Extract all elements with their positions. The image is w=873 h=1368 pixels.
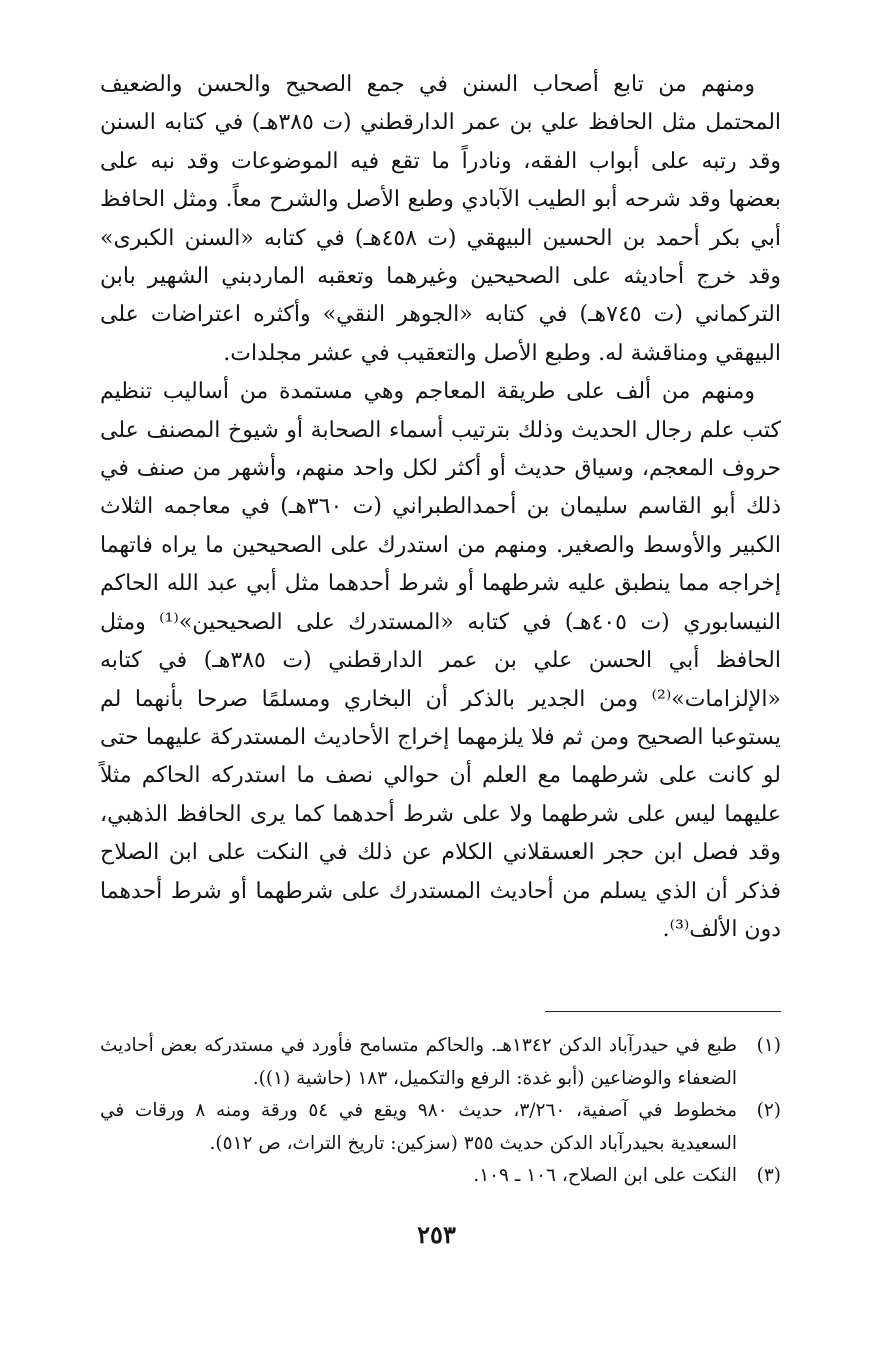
footnote-divider — [545, 1011, 781, 1012]
footnote-number: (٢) — [756, 1100, 781, 1121]
page-number: ٢٥٣ — [417, 1220, 456, 1249]
paragraph: ومنهم من ألف على طريقة المعاجم وهي مستمدة من أساليب تنظيم كتب علم رجال الحديث وذلك بترتيب أسماء الصحابة أو شيوخ المصنف على حروف المعجم، وسياق حديث أو أكثر لكل واحد منهم، وأشهر من صنف في ذلك أبو القاسم سليمان بن أحمدالطبراني (ت ٣٦٠هـ) في معاجمه الثلاث الكبير والأوسط والصغير. ومنهم من استدرك على الصحيحين ما يراه فاتهما إخراجه مما ينطبق عليه شرطهما أو شرط أحدهما مثل أبي عبد الله الحاكم النيسابوري (ت ٤٠٥هـ) في كتابه «المستدرك على الصحيحين»⁽¹⁾ ومثل الحافظ أبي الحسن علي بن عمر الدارقطني (ت ٣٨٥هـ) في كتابه «الإلزامات»⁽²⁾ ومن الجدير بالذكر أن البخاري ومسلمًا صرحا بأنهما لم يستوعبا الصحيح ومن ثم فلا يلزمهما إخراج الأحاديث المستدركة عليهما حتى لو كانت على شرطهما مع العلم أن حوالي نصف ما استدركه الحاكم مثلاً عليهما ليس على شرطهما ولا على شرط أحدهما كما يرى الحافظ الذهبي، وقد فصل ابن حجر العسقلاني الكلام عن ذلك في النكت على ابن الصلاح فذكر أن الذي يسلم من أحاديث المستدرك على شرطهما أو شرط أحدهما دون الألف⁽³⁾. — [100, 379, 781, 942]
footnote-text: مخطوط في آصفية، ٣/٢٦٠، حديث ٩٨٠ ويقع في ٥٤ ورقة ومنه ٨ ورقات في السعيدية بحيدرآباد الدكن حديث ٣٥٥ (سزكين: تاريخ التراث، ص ٥١٢). — [100, 1100, 737, 1154]
footnote-item — [100, 1160, 781, 1193]
footnotes — [100, 1030, 781, 1193]
paragraph: ومنهم من تابع أصحاب السنن في جمع الصحيح والحسن والضعيف المحتمل مثل الحافظ علي بن عمر الدارقطني (ت ٣٨٥هـ) في كتابه السنن وقد رتبه على أبواب الفقه، ونادراً ما تقع فيه الموضوعات وقد نبه على بعضها وقد شرحه أبو الطيب الآبادي وطبع الأصل والشرح معاً. ومثل الحافظ أبي بكر أحمد بن الحسين البيهقي (ت ٤٥٨هـ) في كتابه «السنن الكبرى» وقد خرج أحاديثه على الصحيحين وغيرهما وتعقبه الماردبني الشهير بابن التركماني (ت ٧٤٥هـ) في كتابه «الجوهر النقي» وأكثره اعتراضات على البيهقي ومناقشة له. وطبع الأصل والتعقيب في عشر مجلدات. — [100, 72, 782, 366]
footnote-text: النكت على ابن الصلاح، ١٠٦ ـ ١٠٩. — [473, 1165, 737, 1186]
footnote-item — [100, 1030, 781, 1095]
footnote-number: (٣) — [756, 1165, 781, 1186]
footnote-number: (١) — [756, 1035, 781, 1056]
main-text — [100, 66, 781, 949]
footnote-text: طبع في حيدرآباد الدكن ١٣٤٢هـ. والحاكم متسامح فأورد في مستدركه بعض أحاديث الضعفاء والوضاعين (أبو غدة: الرفع والتكميل، ١٨٣ (حاشية (١)). — [100, 1035, 737, 1089]
footnote-item — [100, 1095, 781, 1160]
